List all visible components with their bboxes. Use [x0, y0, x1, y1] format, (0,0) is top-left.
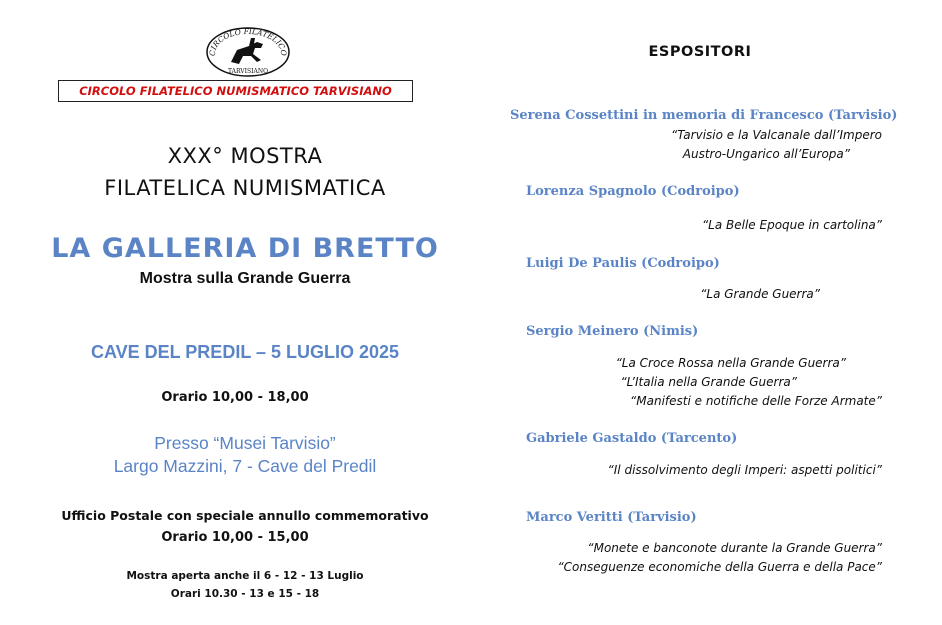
venue-address: Largo Mazzini, 7 - Cave del Predil [113, 456, 377, 476]
location-date: CAVE DEL PREDIL – 5 LUGLIO 2025 [90, 342, 400, 362]
club-name-banner: CIRCOLO FILATELICO NUMISMATICO TARVISIANO [58, 80, 413, 102]
exhibition-subtitle: Mostra sulla Grande Guerra [139, 270, 351, 287]
horse-rider-icon [231, 42, 263, 64]
title-line-1: XXX° MOSTRA [167, 144, 323, 168]
logo-bottom-text: TARVISIANO [228, 68, 268, 75]
exhibitor-name: Serena Cossettini in memoria di Francesco (Tarvisio) [510, 108, 898, 123]
exhibitor-work: “Monete e banconote durante la Grande Guerra” [587, 541, 882, 555]
title-line-2: FILATELICA NUMISMATICA [104, 176, 386, 200]
post-office-note: Ufficio Postale con speciale annullo commemorativo [61, 508, 429, 523]
exhibitor-name: Sergio Meinero (Nimis) [526, 324, 699, 339]
exhibitor-work: “Manifesti e notifiche delle Forze Armate” [630, 394, 882, 408]
extra-opening-hours: Orari 10.30 - 13 e 15 - 18 [170, 588, 320, 600]
exhibitor-name: Marco Veritti (Tarvisio) [526, 510, 697, 525]
exhibitor-work: Austro-Ungarico all’Europa” [682, 147, 850, 161]
logo-top-text: CIRCOLO FILATELICO [207, 26, 289, 57]
exhibitor-work: “La Croce Rossa nella Grande Guerra” [615, 356, 846, 370]
post-office-hours: Orario 10,00 - 15,00 [161, 530, 309, 545]
exhibitor-work: “La Grande Guerra” [700, 287, 820, 301]
exhibitor-work: “Conseguenze economiche della Guerra e della Pace” [557, 560, 882, 574]
opening-hours: Orario 10,00 - 18,00 [161, 390, 309, 405]
exhibitor-name: Lorenza Spagnolo (Codroipo) [526, 184, 740, 199]
exhibitor-work: “La Belle Epoque in cartolina” [701, 218, 882, 232]
exhibitor-work: “L’Italia nella Grande Guerra” [620, 375, 797, 389]
club-logo [205, 26, 291, 78]
exhibitor-work: “Tarvisio e la Valcanale dall’Impero [671, 128, 882, 142]
venue-line-1: Presso “Musei Tarvisio” [154, 433, 336, 453]
exhibitors-heading: ESPOSITORI [648, 44, 752, 60]
exhibitor-name: Luigi De Paulis (Codroipo) [526, 256, 720, 271]
exhibitor-work: “Il dissolvimento degli Imperi: aspetti politici” [607, 463, 882, 477]
extra-opening-days: Mostra aperta anche il 6 - 12 - 13 Luglio [126, 570, 364, 582]
logo-emblem-icon [205, 26, 291, 78]
exhibitor-name: Gabriele Gastaldo (Tarcento) [526, 431, 738, 446]
exhibition-name: LA GALLERIA DI BRETTO [51, 233, 439, 264]
